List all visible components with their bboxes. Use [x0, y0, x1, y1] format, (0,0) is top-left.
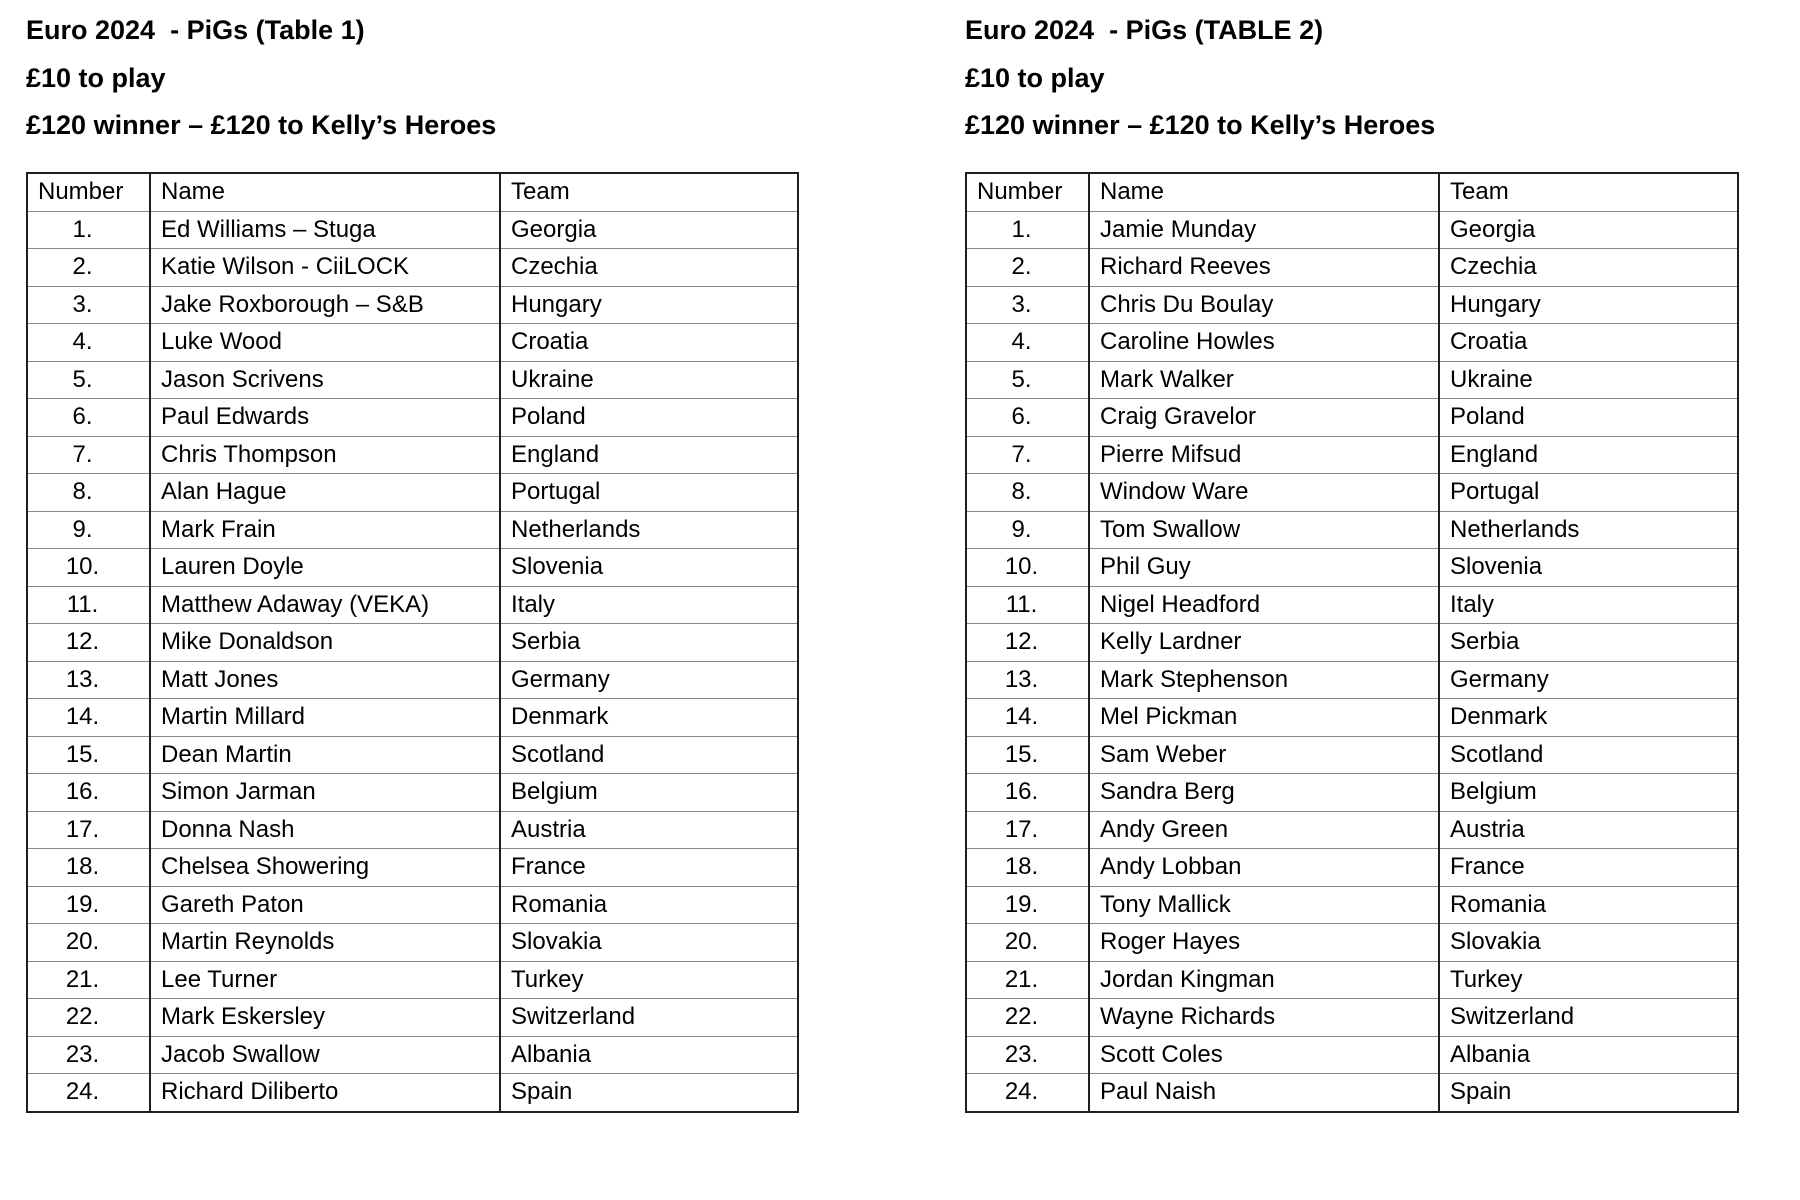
table-row	[27, 849, 798, 887]
table-row	[966, 511, 1738, 549]
player-name: Mark Stephenson	[1089, 661, 1439, 699]
player-number: 17.	[966, 811, 1089, 849]
player-team: Slovakia	[1439, 924, 1738, 962]
table-row	[27, 1074, 798, 1112]
player-team: Portugal	[500, 474, 798, 512]
player-number: 5.	[27, 361, 150, 399]
player-team: Ukraine	[1439, 361, 1738, 399]
player-name: Tony Mallick	[1089, 886, 1439, 924]
table-row	[27, 736, 798, 774]
table-row	[966, 699, 1738, 737]
player-team: Romania	[1439, 886, 1738, 924]
player-name: Mark Frain	[150, 511, 500, 549]
header-row	[966, 173, 1738, 211]
table-row	[27, 774, 798, 812]
player-name: Tom Swallow	[1089, 511, 1439, 549]
player-number: 24.	[27, 1074, 150, 1112]
player-team: Turkey	[1439, 961, 1738, 999]
player-name: Matthew Adaway (VEKA)	[150, 586, 500, 624]
player-name: Mark Eskersley	[150, 999, 500, 1037]
player-number: 6.	[27, 399, 150, 437]
table-row	[966, 549, 1738, 587]
player-name: Katie Wilson - CiiLOCK	[150, 249, 500, 287]
player-number: 5.	[966, 361, 1089, 399]
player-name: Donna Nash	[150, 811, 500, 849]
table-row	[27, 249, 798, 287]
player-number: 2.	[966, 249, 1089, 287]
table-row	[966, 1074, 1738, 1112]
player-team: Denmark	[1439, 699, 1738, 737]
player-number: 9.	[27, 511, 150, 549]
sweepstake-table-2-section	[963, 0, 1739, 1200]
player-team: Scotland	[500, 736, 798, 774]
table-row	[966, 886, 1738, 924]
player-team: Albania	[1439, 1036, 1738, 1074]
player-team: Poland	[1439, 399, 1738, 437]
player-team: Albania	[500, 1036, 798, 1074]
table-row	[27, 924, 798, 962]
table-row	[27, 1036, 798, 1074]
player-team: Georgia	[500, 211, 798, 249]
table-row	[27, 999, 798, 1037]
player-number: 7.	[27, 436, 150, 474]
player-number: 20.	[966, 924, 1089, 962]
column-header: Name	[150, 173, 500, 211]
table-row	[27, 961, 798, 999]
player-name: Jake Roxborough – S&B	[150, 286, 500, 324]
player-number: 15.	[966, 736, 1089, 774]
table-row	[27, 661, 798, 699]
entry-fee-line: £10 to play	[26, 63, 166, 93]
player-name: Nigel Headford	[1089, 586, 1439, 624]
table-row	[966, 324, 1738, 362]
player-number: 18.	[27, 849, 150, 887]
table-row	[966, 999, 1738, 1037]
players-table-1	[26, 172, 799, 1113]
player-name: Sam Weber	[1089, 736, 1439, 774]
player-name: Paul Naish	[1089, 1074, 1439, 1112]
player-name: Martin Millard	[150, 699, 500, 737]
player-number: 10.	[966, 549, 1089, 587]
player-name: Wayne Richards	[1089, 999, 1439, 1037]
player-number: 22.	[27, 999, 150, 1037]
column-header: Name	[1089, 173, 1439, 211]
player-number: 7.	[966, 436, 1089, 474]
player-team: Romania	[500, 886, 798, 924]
player-team: Ukraine	[500, 361, 798, 399]
player-team: Italy	[1439, 586, 1738, 624]
player-team: Austria	[1439, 811, 1738, 849]
player-name: Chelsea Showering	[150, 849, 500, 887]
player-name: Craig Gravelor	[1089, 399, 1439, 437]
player-number: 24.	[966, 1074, 1089, 1112]
player-number: 14.	[966, 699, 1089, 737]
player-name: Simon Jarman	[150, 774, 500, 812]
player-name: Scott Coles	[1089, 1036, 1439, 1074]
column-header: Number	[38, 178, 124, 206]
player-name: Mike Donaldson	[150, 624, 500, 662]
player-number: 18.	[966, 849, 1089, 887]
player-number: 10.	[27, 549, 150, 587]
player-team: Slovakia	[500, 924, 798, 962]
player-team: Czechia	[1439, 249, 1738, 287]
table-row	[966, 624, 1738, 662]
player-name: Jason Scrivens	[150, 361, 500, 399]
player-team: Serbia	[1439, 624, 1738, 662]
player-team: Netherlands	[1439, 511, 1738, 549]
column-header: Team	[1439, 173, 1738, 211]
player-team: Spain	[1439, 1074, 1738, 1112]
table-row	[27, 286, 798, 324]
player-team: Hungary	[500, 286, 798, 324]
player-team: Portugal	[1439, 474, 1738, 512]
player-number: 4.	[27, 324, 150, 362]
player-name: Richard Reeves	[1089, 249, 1439, 287]
player-name: Window Ware	[1089, 474, 1439, 512]
player-number: 1.	[966, 211, 1089, 249]
player-number: 14.	[27, 699, 150, 737]
player-team: England	[1439, 436, 1738, 474]
table-row	[27, 624, 798, 662]
player-name: Roger Hayes	[1089, 924, 1439, 962]
prize-line: £120 winner – £120 to Kelly’s Heroes	[26, 110, 497, 140]
table-row	[966, 736, 1738, 774]
table-row	[27, 549, 798, 587]
player-number: 13.	[966, 661, 1089, 699]
page-title: Euro 2024 - PiGs (TABLE 2)	[965, 15, 1324, 45]
table-row	[27, 511, 798, 549]
player-number: 16.	[27, 774, 150, 812]
player-number: 4.	[966, 324, 1089, 362]
column-header: Number	[977, 178, 1063, 206]
player-name: Matt Jones	[150, 661, 500, 699]
table-row	[966, 249, 1738, 287]
player-number: 22.	[966, 999, 1089, 1037]
table-row	[966, 436, 1738, 474]
player-name: Chris Thompson	[150, 436, 500, 474]
player-name: Chris Du Boulay	[1089, 286, 1439, 324]
player-name: Richard Diliberto	[150, 1074, 500, 1112]
table-row	[27, 474, 798, 512]
page-title: Euro 2024 - PiGs (Table 1)	[26, 15, 365, 45]
player-name: Lauren Doyle	[150, 549, 500, 587]
table-row	[27, 811, 798, 849]
player-team: France	[500, 849, 798, 887]
player-team: Czechia	[500, 249, 798, 287]
table-row	[966, 774, 1738, 812]
table-row	[27, 586, 798, 624]
player-name: Gareth Paton	[150, 886, 500, 924]
player-number: 19.	[966, 886, 1089, 924]
player-team: Germany	[500, 661, 798, 699]
player-team: Netherlands	[500, 511, 798, 549]
player-number: 16.	[966, 774, 1089, 812]
table-row	[966, 211, 1738, 249]
player-number: 23.	[966, 1036, 1089, 1074]
table-row	[27, 886, 798, 924]
player-name: Dean Martin	[150, 736, 500, 774]
table-row	[966, 924, 1738, 962]
table-row	[966, 961, 1738, 999]
player-number: 9.	[966, 511, 1089, 549]
table-row	[966, 399, 1738, 437]
player-team: Belgium	[1439, 774, 1738, 812]
player-number: 12.	[966, 624, 1089, 662]
player-name: Alan Hague	[150, 474, 500, 512]
table-row	[27, 436, 798, 474]
player-name: Sandra Berg	[1089, 774, 1439, 812]
player-team: Slovenia	[500, 549, 798, 587]
player-name: Ed Williams – Stuga	[150, 211, 500, 249]
player-number: 3.	[27, 286, 150, 324]
player-team: England	[500, 436, 798, 474]
player-team: Poland	[500, 399, 798, 437]
player-team: Denmark	[500, 699, 798, 737]
table-row	[966, 849, 1738, 887]
player-team: Spain	[500, 1074, 798, 1112]
player-team: Austria	[500, 811, 798, 849]
player-number: 15.	[27, 736, 150, 774]
player-team: Germany	[1439, 661, 1738, 699]
table-row	[966, 661, 1738, 699]
player-number: 20.	[27, 924, 150, 962]
player-name: Martin Reynolds	[150, 924, 500, 962]
player-name: Pierre Mifsud	[1089, 436, 1439, 474]
player-name: Mel Pickman	[1089, 699, 1439, 737]
player-name: Jamie Munday	[1089, 211, 1439, 249]
player-number: 8.	[966, 474, 1089, 512]
player-name: Andy Green	[1089, 811, 1439, 849]
player-number: 6.	[966, 399, 1089, 437]
player-number: 12.	[27, 624, 150, 662]
player-number: 3.	[966, 286, 1089, 324]
player-team: Switzerland	[500, 999, 798, 1037]
table-row	[966, 1036, 1738, 1074]
player-number: 2.	[27, 249, 150, 287]
entry-fee-line: £10 to play	[965, 63, 1105, 93]
player-number: 11.	[966, 586, 1089, 624]
player-name: Caroline Howles	[1089, 324, 1439, 362]
player-name: Kelly Lardner	[1089, 624, 1439, 662]
player-number: 21.	[27, 961, 150, 999]
table-row	[27, 399, 798, 437]
player-team: Scotland	[1439, 736, 1738, 774]
header-row	[27, 173, 798, 211]
player-team: Italy	[500, 586, 798, 624]
player-team: Turkey	[500, 961, 798, 999]
player-team: Slovenia	[1439, 549, 1738, 587]
player-number: 13.	[27, 661, 150, 699]
player-number: 21.	[966, 961, 1089, 999]
table-row	[966, 586, 1738, 624]
player-number: 8.	[27, 474, 150, 512]
players-table-2	[965, 172, 1739, 1113]
player-team: Belgium	[500, 774, 798, 812]
player-team: Serbia	[500, 624, 798, 662]
player-number: 1.	[27, 211, 150, 249]
table-row	[966, 474, 1738, 512]
player-number: 19.	[27, 886, 150, 924]
player-name: Luke Wood	[150, 324, 500, 362]
table-row	[27, 361, 798, 399]
table-row	[27, 324, 798, 362]
player-number: 23.	[27, 1036, 150, 1074]
player-name: Jordan Kingman	[1089, 961, 1439, 999]
player-team: France	[1439, 849, 1738, 887]
prize-line: £120 winner – £120 to Kelly’s Heroes	[965, 110, 1436, 140]
player-team: Hungary	[1439, 286, 1738, 324]
player-name: Jacob Swallow	[150, 1036, 500, 1074]
table-row	[966, 286, 1738, 324]
column-header: Team	[500, 173, 798, 211]
player-name: Mark Walker	[1089, 361, 1439, 399]
player-name: Paul Edwards	[150, 399, 500, 437]
player-team: Switzerland	[1439, 999, 1738, 1037]
player-team: Croatia	[1439, 324, 1738, 362]
player-number: 17.	[27, 811, 150, 849]
table-row	[27, 699, 798, 737]
table-row	[966, 811, 1738, 849]
sweepstake-table-1-section	[24, 0, 799, 1200]
player-name: Lee Turner	[150, 961, 500, 999]
player-team: Georgia	[1439, 211, 1738, 249]
player-number: 11.	[27, 586, 150, 624]
table-row	[966, 361, 1738, 399]
player-team: Croatia	[500, 324, 798, 362]
player-name: Phil Guy	[1089, 549, 1439, 587]
player-name: Andy Lobban	[1089, 849, 1439, 887]
table-row	[27, 211, 798, 249]
